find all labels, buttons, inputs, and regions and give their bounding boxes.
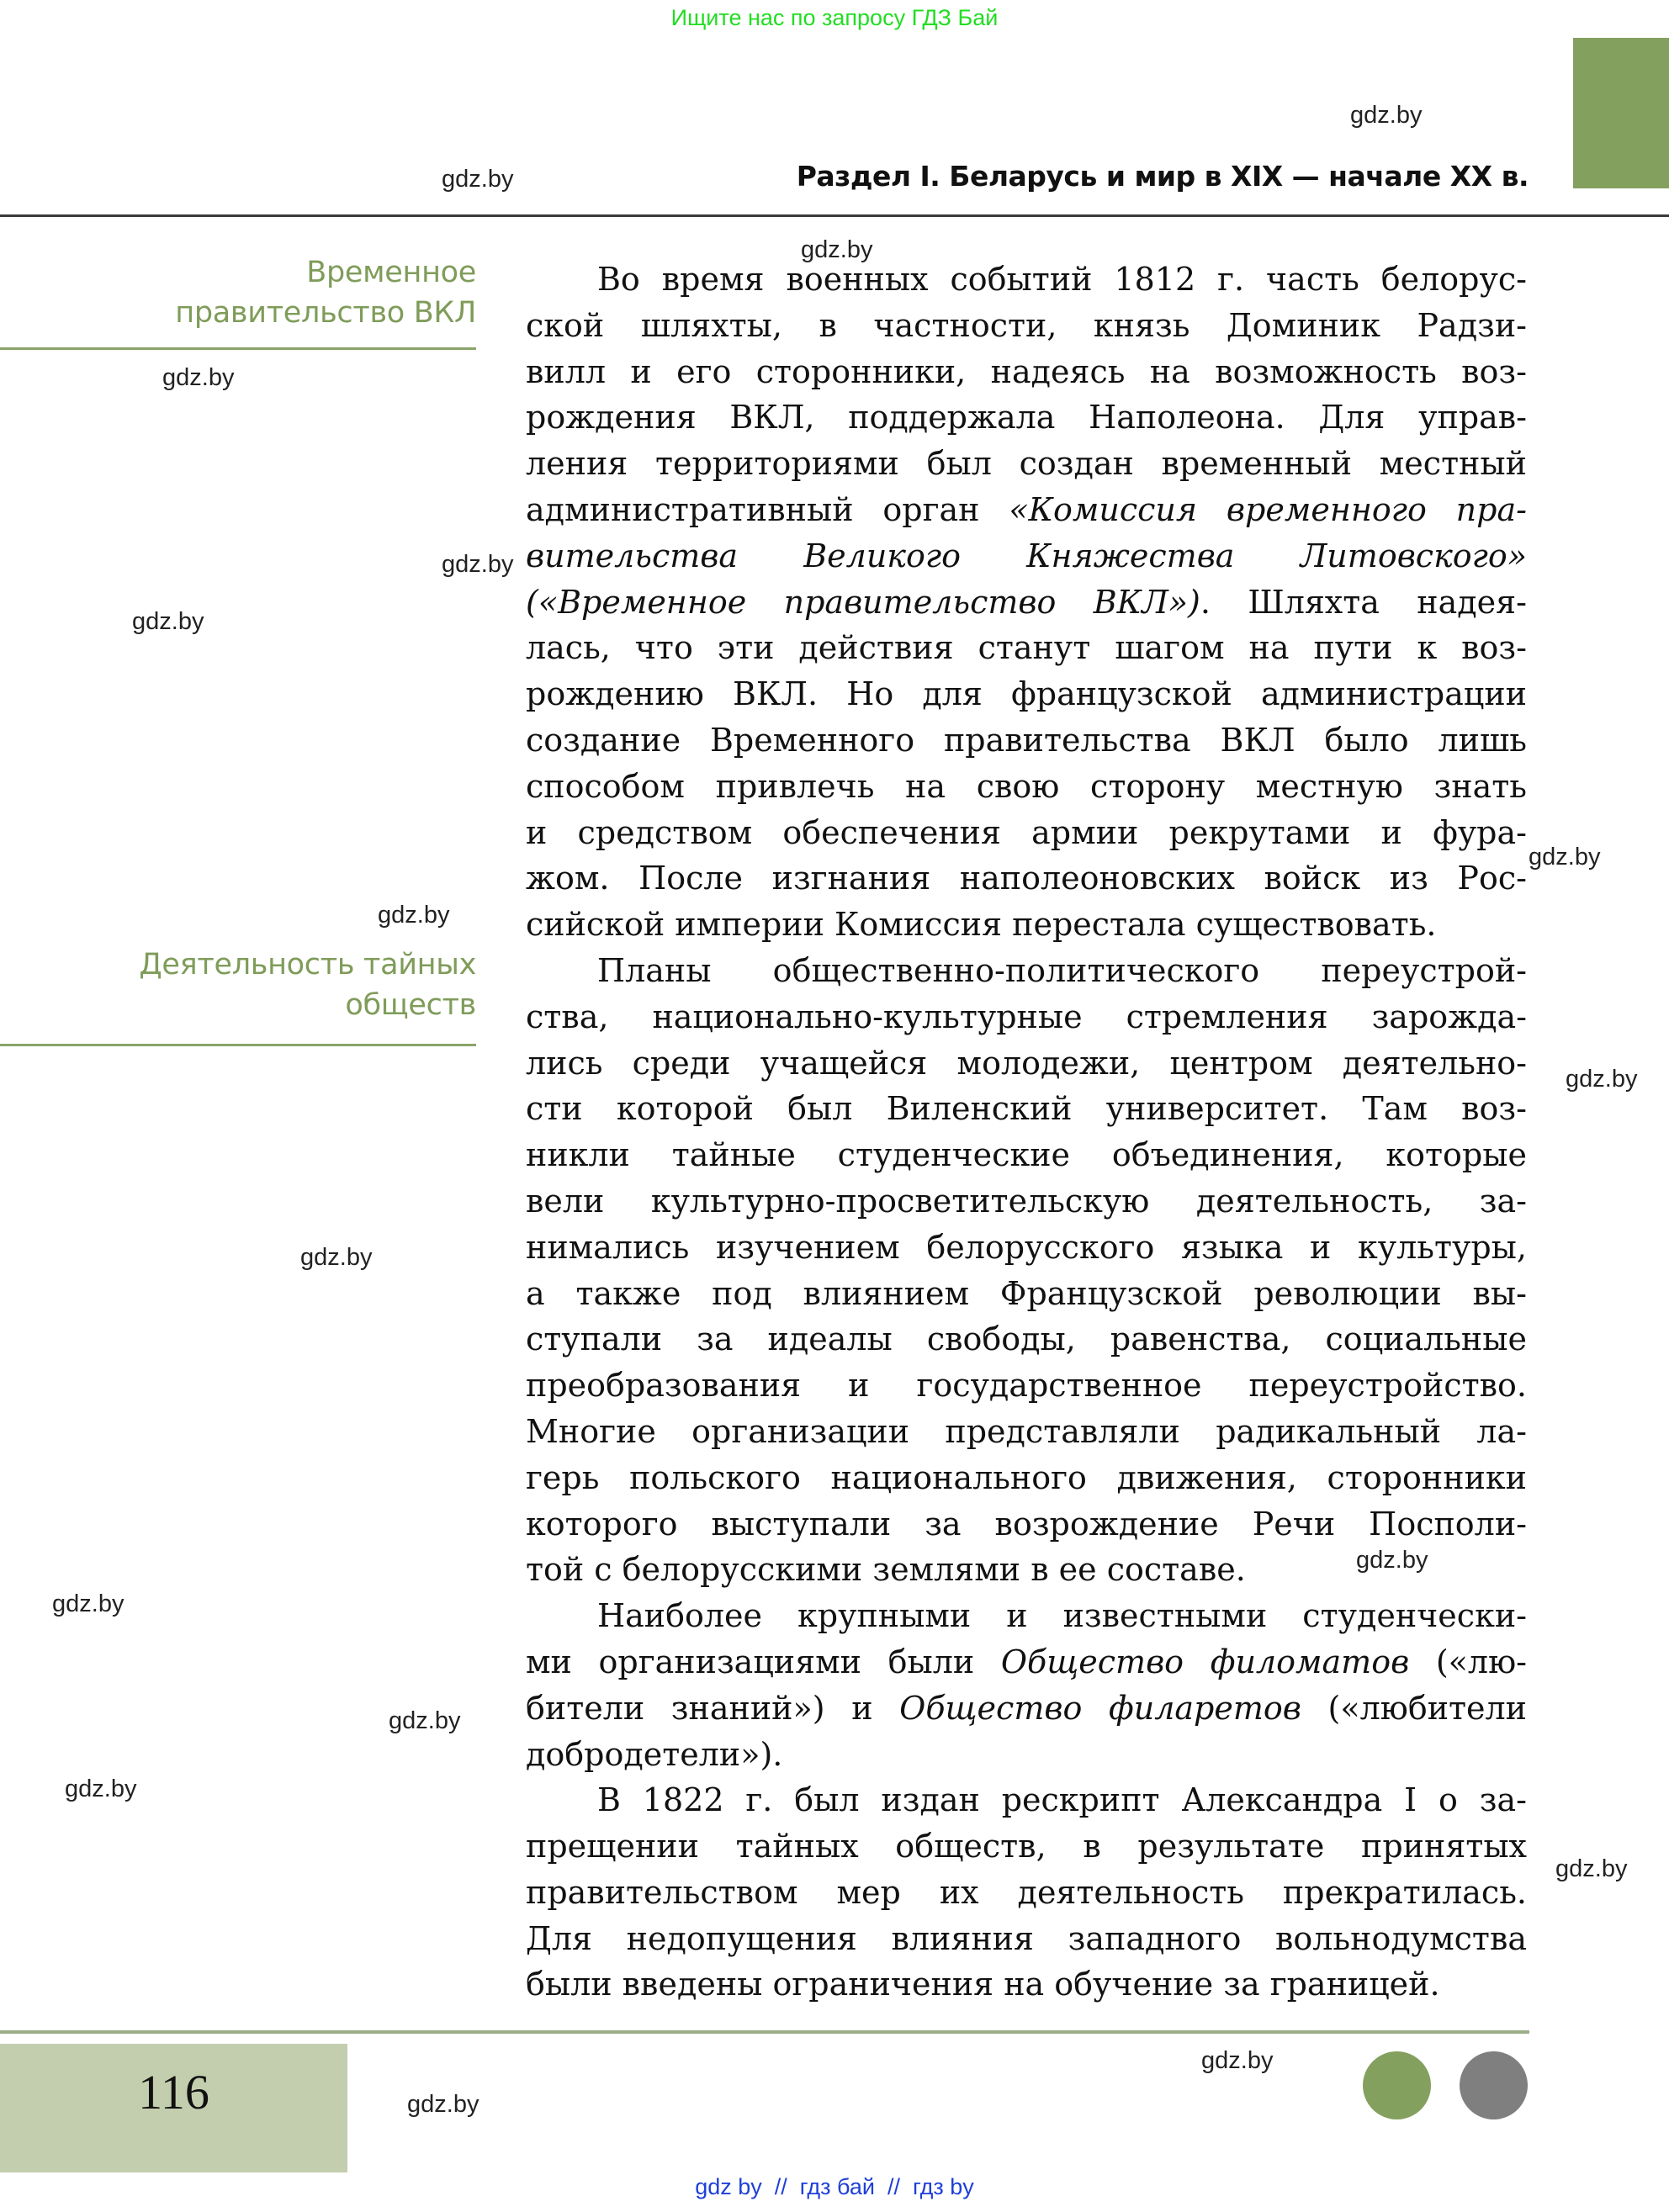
text-line (526, 1685, 1527, 1732)
watermark: gdz.by (442, 166, 514, 193)
watermark: gdz.by (1356, 1547, 1428, 1574)
text-line: жом. После изгнания наполеоновских войск из Рос- (526, 860, 1527, 897)
watermark: gdz.by (1566, 1066, 1638, 1093)
text-line: В 1822 г. был издан рескрипт Александра I о за- (597, 1781, 1527, 1819)
text-run: ми организациями были (526, 1643, 975, 1680)
text-line: Планы общественно-политического переустрой- (597, 951, 1527, 989)
text-line: создание Временного правительства ВКЛ было лишь (526, 721, 1527, 759)
watermark: gdz.by (1350, 102, 1423, 129)
margin-heading-secret-societies (0, 945, 476, 1025)
text-line: нимались изучением белорусского языка и культуры, (526, 1228, 1527, 1266)
page-number: 116 (138, 2065, 209, 2119)
text-run: бители знаний») и (526, 1689, 873, 1727)
text-line (526, 1639, 1527, 1685)
text-line: добродетели»). (526, 1735, 783, 1773)
margin-heading-divider (0, 1044, 476, 1046)
text-line: Для недопущения влияния западного вольнодумства (526, 1919, 1527, 1957)
text-line: и средством обеспечения армии рекрутами и фура- (526, 813, 1527, 851)
green-circle-icon (1363, 2051, 1431, 2119)
text-line: сти которой был Виленский университет. Там воз- (526, 1090, 1527, 1128)
text-line: Наиболее крупными и известными студенчески- (597, 1597, 1527, 1635)
text-line: Многие организации представляли радикальный ла- (526, 1412, 1527, 1450)
text-line: ской шляхты, в частности, князь Доминик Радзи- (526, 306, 1527, 344)
text-line: способом привлечь на свою сторону местную знать (526, 767, 1527, 805)
text-run: («лю- (1409, 1643, 1527, 1680)
text-line: правительством мер их деятельность прекратилась. (526, 1873, 1527, 1911)
body-text (526, 257, 1527, 2008)
text-line: Во время военных событий 1812 г. часть белорус- (597, 261, 1527, 298)
watermark: gdz.by (389, 1707, 461, 1734)
search-banner: Ищите нас по запросу ГДЗ Бай (670, 5, 999, 30)
text-line: рождения ВКЛ, поддержала Наполеона. Для управ- (526, 399, 1527, 437)
text-line: сийской империи Комиссия перестала существовать. (526, 906, 1437, 944)
gray-circle-icon (1460, 2051, 1528, 2119)
heading-line: обществ (345, 988, 476, 1022)
watermark: gdz.by (52, 1590, 125, 1617)
text-line: рождению ВКЛ. Но для французской администрации (526, 675, 1527, 713)
text-line: ства, национально-культурные стремления зарожда- (526, 998, 1527, 1035)
watermark: gdz.by (378, 902, 450, 929)
running-head: Раздел I. Беларусь и мир в XIX — начале XX в. (796, 160, 1529, 193)
margin-heading-divider (0, 347, 476, 350)
text-line: лась, что эти действия станут шагом на пути к воз- (526, 629, 1527, 667)
text-line: ления территориями был создан временный местный (526, 445, 1527, 483)
footer-links[interactable]: gdz by // гдз бай // гдз by (695, 2174, 974, 2199)
italic-term: Общество филоматов (1000, 1643, 1410, 1680)
heading-line: Временное (306, 256, 476, 289)
text-line (526, 579, 1527, 626)
text-line: ступали за идеалы свободы, равенства, социальные (526, 1320, 1527, 1358)
watermark: gdz.by (65, 1775, 137, 1802)
text-line: герь польского национального движения, сторонники (526, 1458, 1527, 1496)
italic-term: Общество филаретов (899, 1689, 1301, 1727)
text-run: административный орган (526, 490, 980, 528)
text-line: были введены ограничения на обучение за границей. (526, 1966, 1440, 2003)
header-divider (0, 214, 1669, 217)
text-line: лись среди учащейся молодежи, центром деятельно- (526, 1044, 1527, 1082)
heading-line: правительство ВКЛ (175, 296, 476, 330)
text-line: преобразования и государственное переустройство. (526, 1367, 1527, 1405)
text-line: прещении тайных обществ, в результате принятых (526, 1828, 1527, 1865)
watermark: gdz.by (162, 364, 235, 391)
watermark: gdz.by (407, 2091, 480, 2118)
text-line (526, 487, 1527, 533)
watermark: gdz.by (1529, 844, 1601, 871)
text-run: («любители (1301, 1689, 1527, 1727)
watermark: gdz.by (801, 236, 873, 263)
text-run: . Шляхта надея- (1200, 583, 1527, 621)
text-line: никли тайные студенческие объединения, которые (526, 1136, 1527, 1174)
italic-term: «Комиссия временного пра- (1009, 490, 1527, 528)
heading-line: Деятельность тайных (139, 948, 476, 982)
watermark: gdz.by (442, 551, 514, 578)
watermark: gdz.by (1201, 2047, 1274, 2074)
footer-divider (0, 2030, 1529, 2034)
text-line: вилл и его сторонники, надеясь на возможность воз- (526, 352, 1527, 390)
text-line: вительства Великого Княжества Литовского» (526, 537, 1527, 574)
text-line: а также под влиянием Французской революции вы- (526, 1274, 1527, 1312)
margin-heading-provisional-government (0, 252, 476, 333)
chapter-color-tab (1573, 38, 1669, 188)
text-line: той с белорусскими землями в ее составе. (526, 1551, 1246, 1589)
watermark: gdz.by (132, 608, 204, 635)
watermark: gdz.by (300, 1244, 373, 1271)
text-line: вели культурно-просветительскую деятельность, за- (526, 1182, 1527, 1220)
watermark: gdz.by (1555, 1855, 1628, 1882)
text-line: которого выступали за возрождение Речи Посполи- (526, 1505, 1527, 1543)
italic-term: («Временное правительство ВКЛ») (526, 583, 1200, 621)
